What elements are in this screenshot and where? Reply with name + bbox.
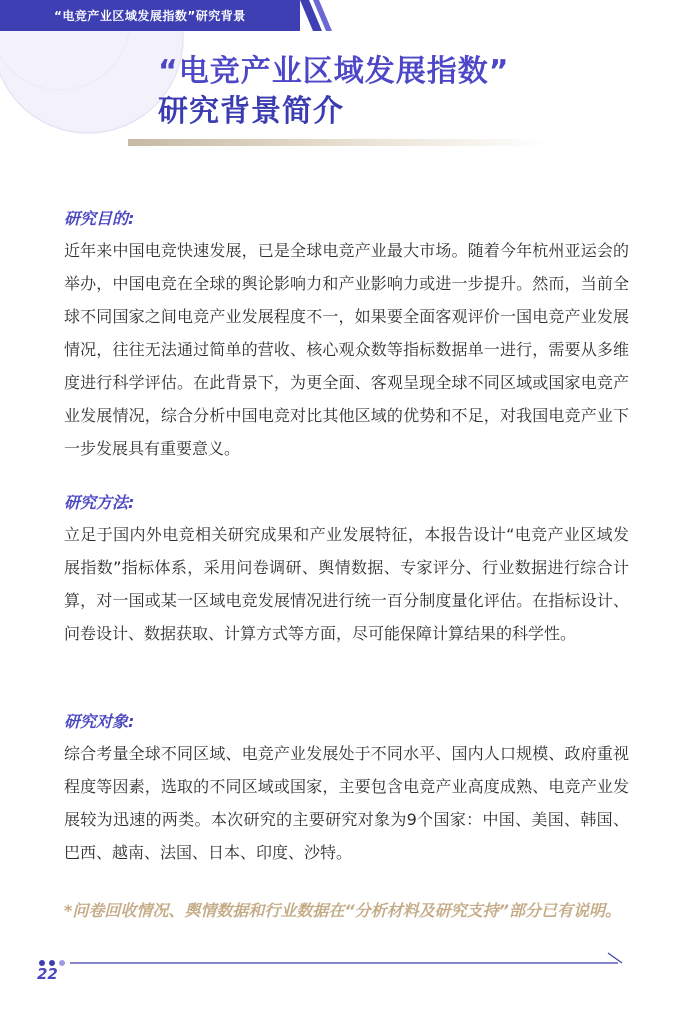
title-line-1: “电竞产业区域发展指数” [158, 54, 510, 89]
section-paragraph: 立足于国内外电竞相关研究成果和产业发展特征，本报告设计“电竞产业区域发展指数”指标体系，采用问卷调研、舆情数据、专家评分、行业数据进行综合计算，对一国或某一区域电竞发展情况进行统一百分制度量化评估。在指标设计、问卷设计、数据获取、计算方式等方面，尽可能保障计算结果的科学性。 [64, 525, 629, 643]
header-stripes [300, 0, 340, 31]
page-number: 22 [37, 965, 58, 983]
section-purpose [64, 208, 629, 465]
header-bar [0, 0, 300, 31]
section-subjects [64, 711, 629, 869]
running-title: “电竞产业区域发展指数”研究背景 [54, 9, 246, 23]
title-line-2: 研究背景简介 [158, 94, 344, 129]
footnote: *问卷回收情况、舆情数据和行业数据在“分析材料及研究支持”部分已有说明。 [64, 901, 621, 920]
section-heading: 研究目的: [64, 209, 135, 228]
section-paragraph: 综合考量全球不同区域、电竞产业发展处于不同水平、国内人口规模、政府重视程度等因素，选取的不同区域或国家，主要包含电竞产业高度成熟、电竞产业发展较为迅速的两类。本次研究的主要研究对象为9个国家：中国、美国、韩国、巴西、越南、法国、日本、印度、沙特。 [64, 744, 629, 862]
page-title [158, 52, 509, 132]
section-heading: 研究方法: [64, 493, 135, 512]
section-method [64, 492, 629, 650]
footer-line [70, 950, 630, 970]
section-heading: 研究对象: [64, 712, 135, 731]
section-paragraph: 近年来中国电竞快速发展，已是全球电竞产业最大市场。随着今年杭州亚运会的举办，中国电竞在全球的舆论影响力和产业影响力或进一步提升。然而，当前全球不同国家之间电竞产业发展程度不一，如果要全面客观评价一国电竞产业发展情况，往往无法通过简单的营收、核心观众数等指标数据单一进行，需要从多维度进行科学评估。在此背景下，为更全面、客观呈现全球不同区域或国家电竞产业发展情况，综合分析中国电竞对比其他区域的优势和不足，对我国电竞产业下一步发展具有重要意义。 [64, 241, 629, 458]
title-underline [128, 139, 548, 146]
